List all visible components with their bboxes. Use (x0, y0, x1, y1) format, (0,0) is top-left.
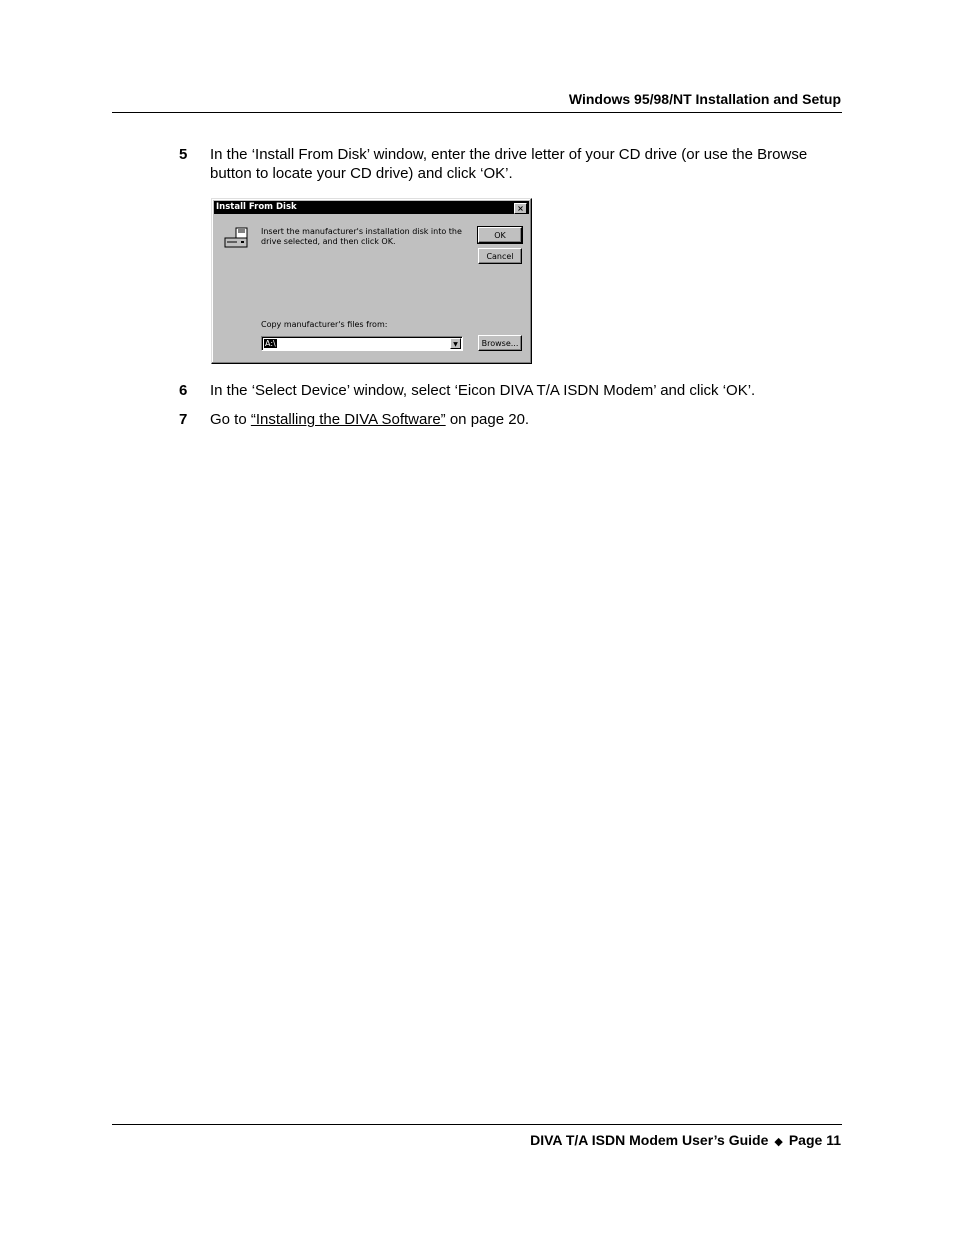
chevron-down-icon[interactable]: ▼ (450, 338, 461, 349)
dialog-message: Insert the manufacturer's installation disk into the drive selected, and then click OK. (261, 227, 462, 246)
install-from-disk-dialog (211, 198, 532, 364)
step-text-suffix: on page 20. (445, 411, 530, 428)
step-5 (179, 145, 819, 183)
dialog-title: Install From Disk (216, 202, 297, 212)
step-number: 6 (179, 382, 188, 399)
ok-button[interactable]: OK (478, 227, 522, 243)
installing-diva-software-link[interactable]: “Installing the DIVA Software” (250, 411, 446, 428)
step-7 (179, 410, 819, 429)
dialog-titlebar (214, 201, 529, 214)
header-rule (112, 112, 842, 113)
footer-rule (112, 1124, 842, 1125)
cancel-button[interactable]: Cancel (478, 248, 522, 264)
browse-button[interactable]: Browse... (478, 335, 522, 351)
step-text-prefix: Go to (210, 411, 251, 428)
step-text (210, 410, 819, 429)
step-text: In the ‘Select Device’ window, select ‘Eicon DIVA T/A ISDN Modem’ and click ‘OK’. (210, 382, 756, 399)
page-number: Page 11 (788, 1132, 841, 1148)
step-number: 7 (179, 411, 188, 428)
copy-files-label: Copy manufacturer's files from: (261, 320, 388, 329)
source-path-value: A:\ (265, 339, 276, 348)
page-footer (530, 1132, 841, 1148)
diamond-separator-icon: ◆ (774, 1136, 783, 1148)
page-header-title: Windows 95/98/NT Installation and Setup (568, 91, 841, 107)
source-path-combobox[interactable] (261, 336, 463, 351)
guide-title: DIVA T/A ISDN Modem User’s Guide (530, 1132, 769, 1148)
disk-drive-icon (224, 227, 250, 249)
step-number: 5 (179, 146, 188, 163)
close-button[interactable]: × (514, 203, 527, 214)
step-6 (179, 381, 819, 400)
step-text: In the ‘Install From Disk’ window, enter the drive letter of your CD drive (or use the Browse button to locate your CD drive) and click ‘OK’. (210, 146, 808, 182)
